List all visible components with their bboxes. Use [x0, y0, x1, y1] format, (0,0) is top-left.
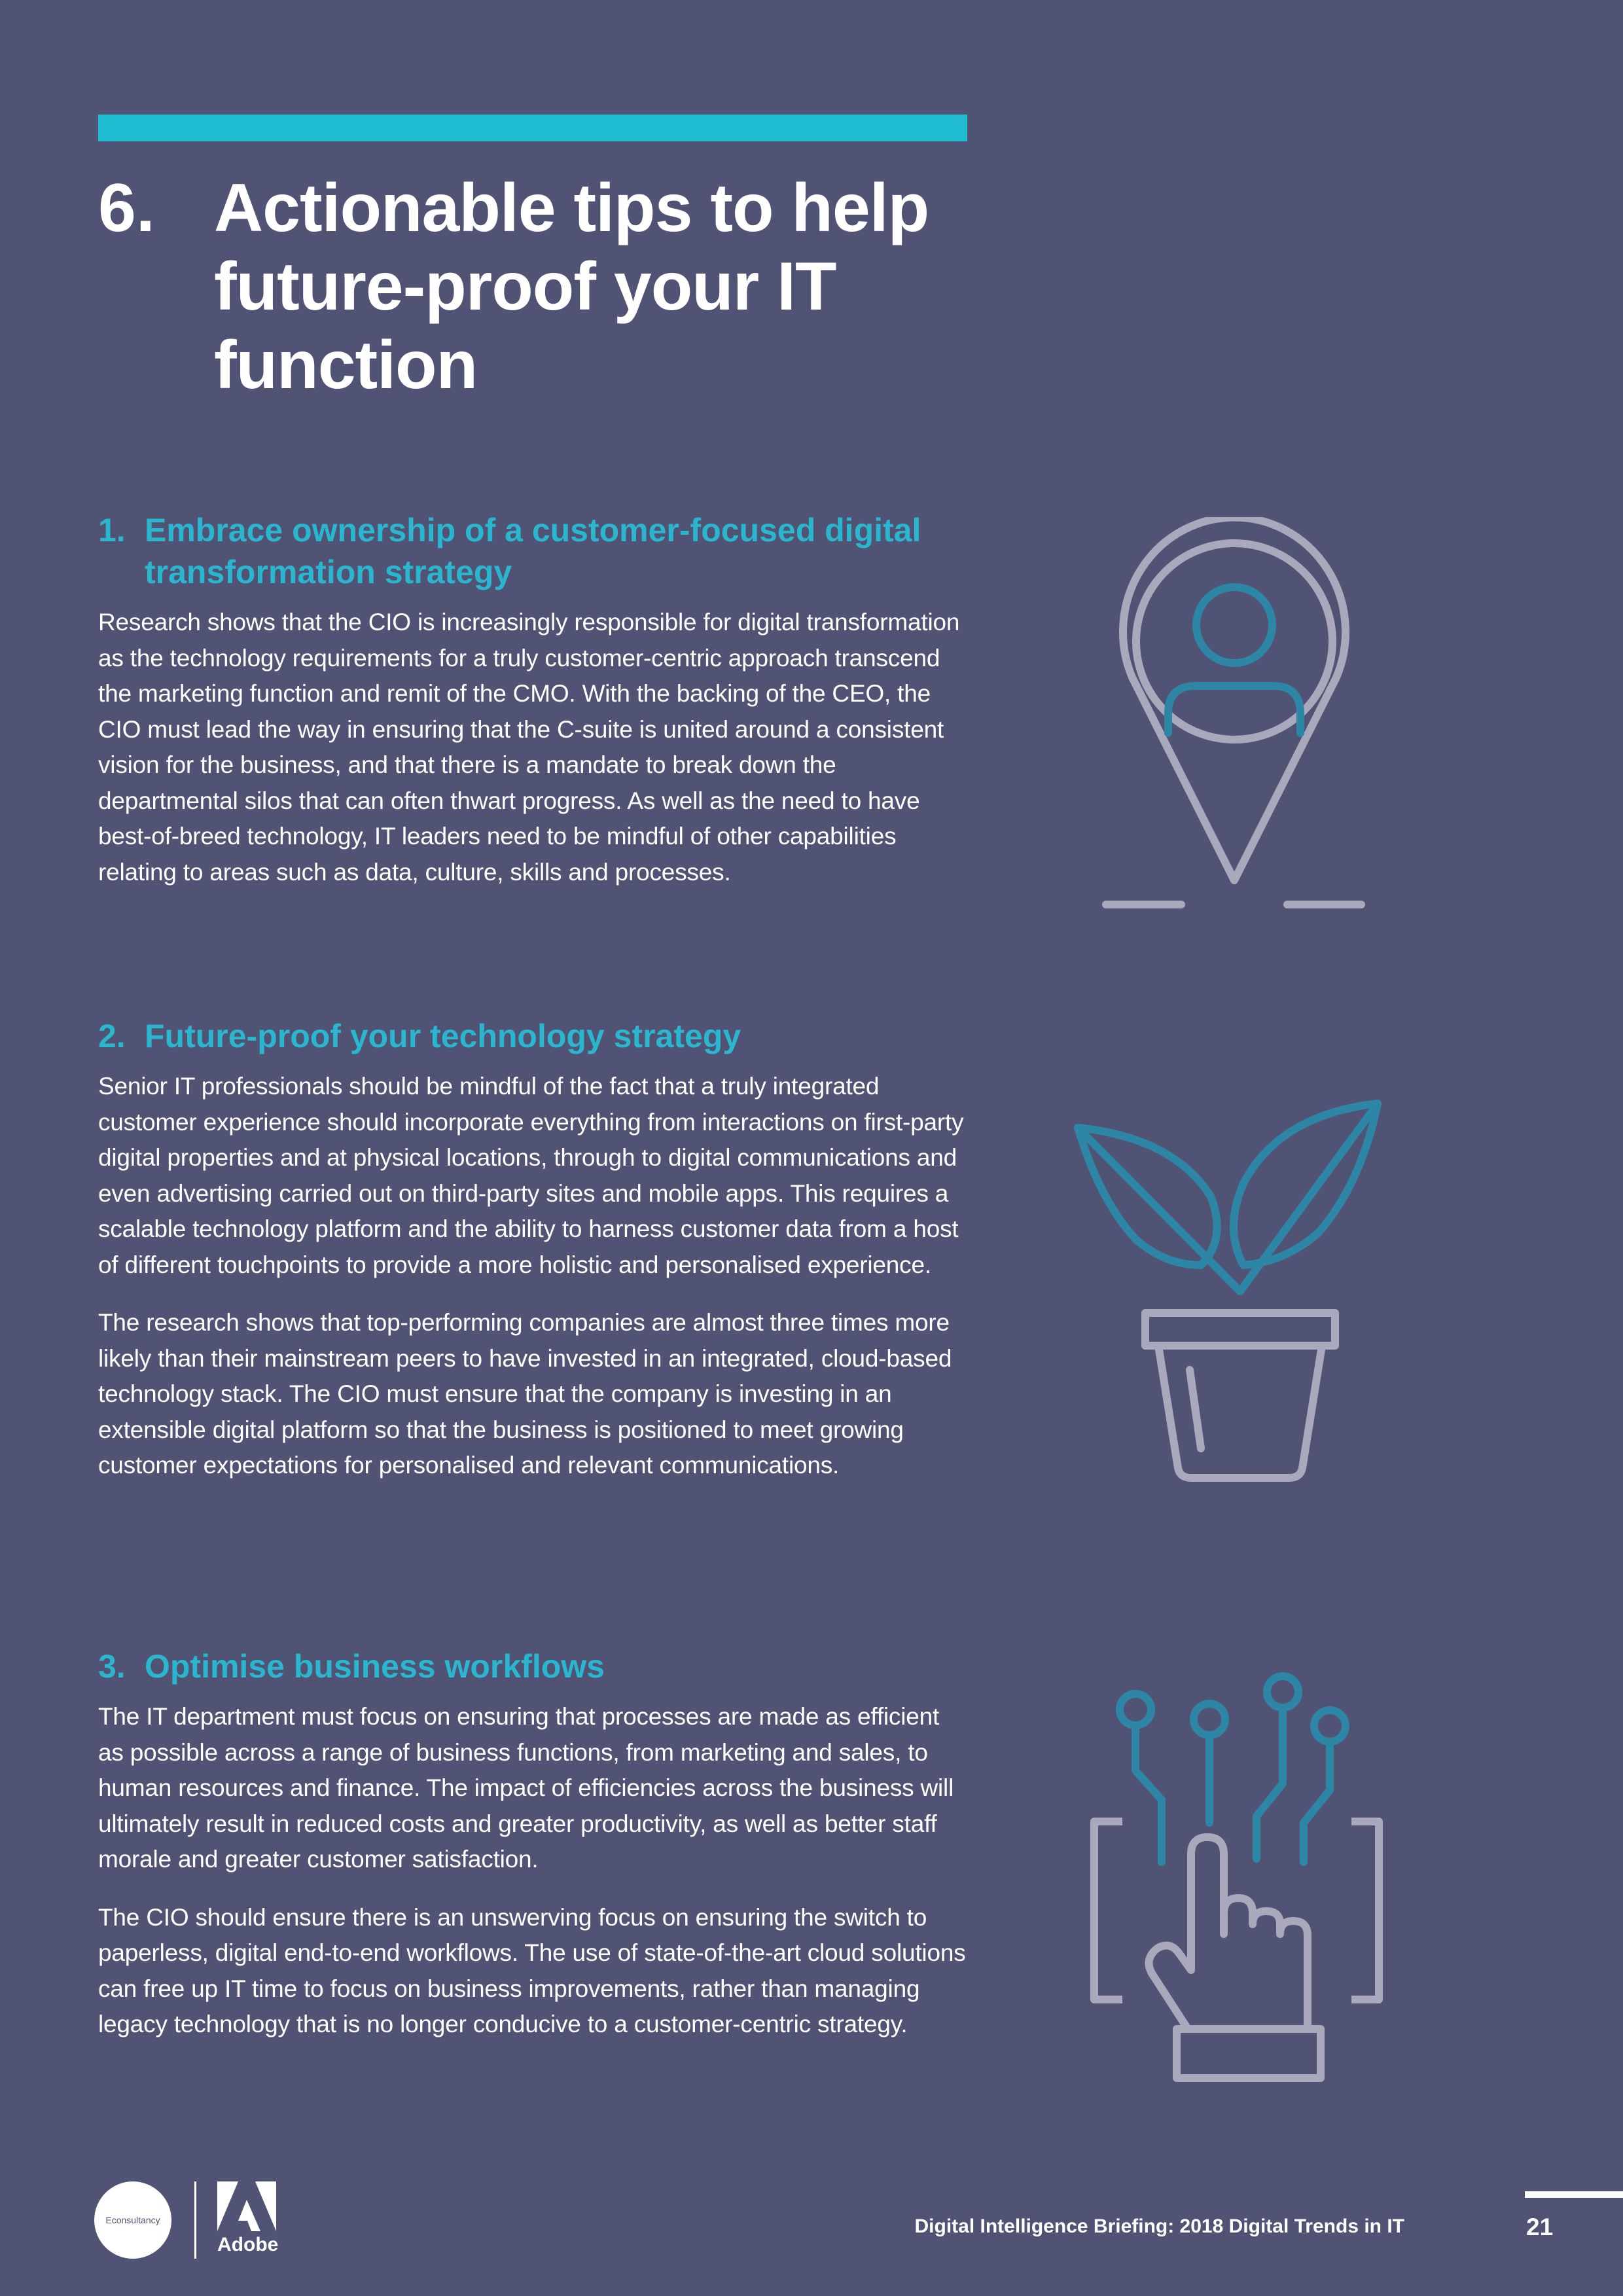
- econsultancy-logo: Econsultancy: [94, 2181, 171, 2259]
- section-1-title: Embrace ownership of a customer-focused digital transformation strategy: [145, 512, 921, 590]
- section-3-paragraph-1: The IT department must focus on ensuring that processes are made as efficient as possible across a range of business functions, from marketing and sales, to human resources and finance. The impact of efficiencies across the business will ultimately result in reduced costs and greater productivity, as well as better staff morale and greater customer satisfaction.: [98, 1703, 954, 1873]
- section-2: [98, 1015, 969, 1506]
- section-3-title: Optimise business workflows: [145, 1648, 605, 1685]
- section-2-number: 2.: [98, 1018, 126, 1054]
- section-1-paragraph-1: Research shows that the CIO is increasingly responsible for digital transformation as the technology requirements for a truly customer-centric approach transcend the marketing function and remit of the CMO. With the backing of the CEO, the CIO must lead the way in ensuring that the C-suite is united around a consistent vision for the business, and that there is a mandate to break down the departmental silos that can often thwart progress. As well as the need to have best-of-breed technology, IT leaders need to be mindful of other capabilities relating to areas such as data, culture, skills and processes.: [98, 609, 960, 886]
- section-2-paragraph-2: The research shows that top-performing companies are almost three times more likely than their mainstream peers to have invested in an integrated, cloud-based technology stack. The CIO must ensure that the company is investing in an extensible digital platform so that the business is positioned to meet growing customer expectations for personalised and relevant communications.: [98, 1309, 952, 1479]
- page-number-bar: [1525, 2191, 1623, 2198]
- adobe-mark-icon: [217, 2181, 276, 2234]
- section-3: [98, 1645, 969, 2065]
- section-3-number: 3.: [98, 1648, 126, 1685]
- page-title: Actionable tips to help future-proof your IT function: [214, 170, 929, 403]
- adobe-wordmark: Adobe: [217, 2234, 279, 2255]
- plant-pot-icon: [1070, 1092, 1384, 1484]
- section-1: [98, 509, 969, 912]
- circuit-hand-icon: [1086, 1666, 1387, 2085]
- section-2-title: Future-proof your technology strategy: [145, 1018, 741, 1054]
- section-3-heading: [98, 1645, 969, 1687]
- adobe-logo: [217, 2181, 279, 2267]
- section-2-heading: [98, 1015, 969, 1057]
- chapter-number: 6.: [98, 170, 155, 246]
- section-1-number: 1.: [98, 512, 126, 548]
- footer-divider: [194, 2181, 196, 2259]
- location-person-icon: [1099, 517, 1374, 916]
- section-2-paragraph-1: Senior IT professionals should be mindful of the fact that a truly integrated customer experience should incorporate everything from interactions on first-party digital properties and at physical locations, through to digital communications and even advertising carried out on third-party sites and mobile apps. This requires a scalable technology platform and the ability to harness customer data from a host of different touchpoints to provide a more holistic and personalised experience.: [98, 1073, 964, 1278]
- page-number: 21: [1526, 2214, 1554, 2240]
- publication-title: Digital Intelligence Briefing: 2018 Digital Trends in IT: [914, 2215, 1404, 2237]
- section-1-heading: [98, 509, 969, 593]
- section-3-paragraph-2: The CIO should ensure there is an unswerving focus on ensuring the switch to paperless, digital end-to-end workflows. The use of state-of-the-art cloud solutions can free up IT time to focus on business improvements, rather than managing legacy technology that is no longer conducive to a customer-centric strategy.: [98, 1903, 966, 2037]
- accent-bar: [98, 115, 967, 141]
